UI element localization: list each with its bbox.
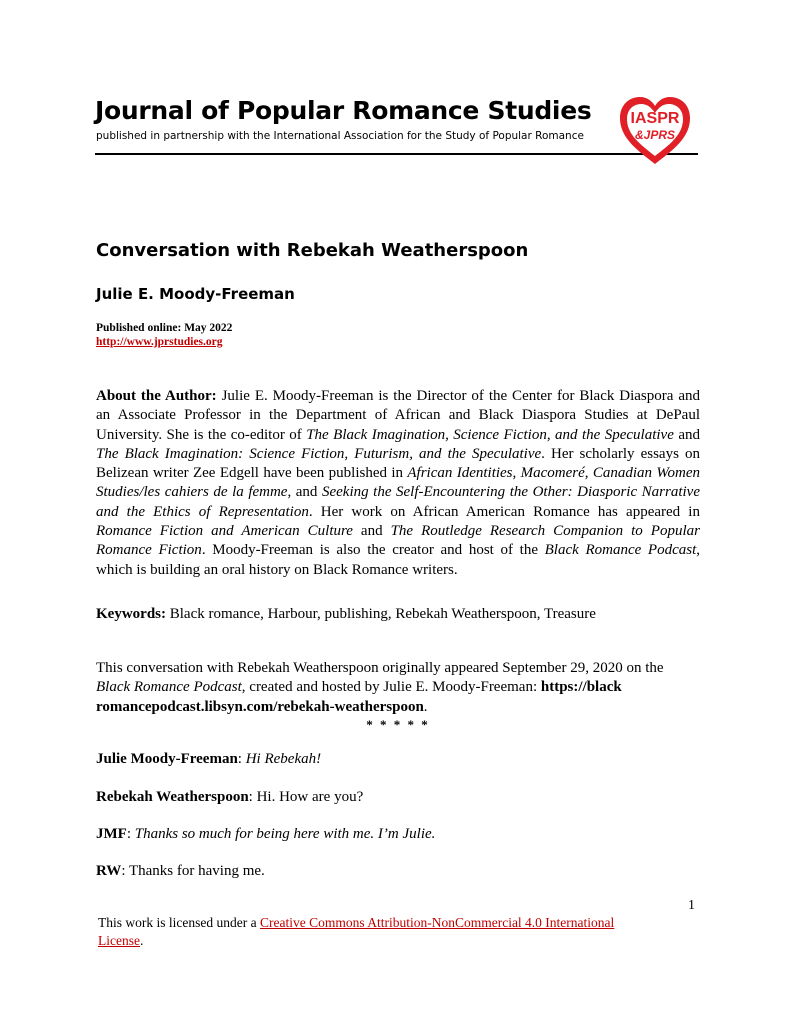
speaker-name: Julie Moody-Freeman xyxy=(96,751,238,767)
dialogue-text: Hi. How are you? xyxy=(256,789,364,805)
about-text: , and xyxy=(287,484,322,501)
about-the-author xyxy=(96,387,700,580)
journal-website-link[interactable]: http://www.jprstudies.org xyxy=(96,336,223,348)
about-text: . Moody-Freeman is also the creator and host of the xyxy=(201,542,545,559)
podcast-url[interactable]: https://black romancepodcast.libsyn.com/rebekah-weatherspoon xyxy=(96,679,622,715)
license-suffix: . xyxy=(139,933,144,948)
dialogue-text: Thanks for having me. xyxy=(128,863,265,879)
podcast-title: Black Romance Podcast xyxy=(544,542,697,559)
book-title: The Black Imagination, Science Fiction, and the Speculative xyxy=(306,426,674,443)
logo-text-iaspr: IASPR xyxy=(630,110,680,127)
dialogue-line: Rebekah Weatherspoon: Hi. How are you? xyxy=(96,789,364,805)
publication-title: Seeking the Self-Encountering the Other: Diasporic Narrative and the Ethics of Representation xyxy=(96,484,700,520)
podcast-title: Black Romance Podcast xyxy=(96,679,242,696)
published-online: Published online: May 2022 xyxy=(96,322,233,334)
speaker-name: JMF xyxy=(96,826,127,842)
keywords-label: Keywords: xyxy=(96,606,166,622)
keywords xyxy=(96,605,700,624)
about-text: Julie E. Moody-Freeman is the Director of the Center for Black Diaspora and an Associate Professor in the Department of African and Black Diaspora Studies at DePaul University. She is the co-editor of xyxy=(96,388,700,443)
logo-text-jprs: &JPRS xyxy=(634,128,675,142)
keywords-text: Black romance, Harbour, publishing, Rebekah Weatherspoon, Treasure xyxy=(166,606,596,622)
publication-title: African Identities, Macomeré, Canadian Women Studies/les cahiers de la femme xyxy=(96,465,700,501)
journal-subtitle: published in partnership with the International Association for the Study of Popular Romance xyxy=(96,130,584,142)
header-divider xyxy=(95,153,698,155)
book-title: The Black Imagination: Science Fiction, Futurism, and the Speculative xyxy=(96,445,542,462)
dialogue-line: RW: Thanks for having me. xyxy=(96,863,265,879)
license-link[interactable]: Creative Commons Attribution-NonCommercial 4.0 International License xyxy=(98,915,615,948)
page-number: 1 xyxy=(688,898,695,913)
about-text: . Her work on African American Romance has appeared in xyxy=(308,503,700,520)
article-title: Conversation with Rebekah Weatherspoon xyxy=(96,240,529,261)
publication-title: Romance Fiction and American Culture xyxy=(96,523,353,540)
section-separator: * * * * * xyxy=(366,717,430,732)
dialogue-line: Julie Moody-Freeman: Hi Rebekah! xyxy=(96,751,322,767)
about-text: . Her scholarly essays on Belizean writer Zee Edgell have been published in xyxy=(96,445,700,482)
conversation-note xyxy=(96,659,700,717)
license-notice xyxy=(98,914,618,950)
journal-title: Journal of Popular Romance Studies xyxy=(95,96,592,125)
speaker-name: Rebekah Weatherspoon xyxy=(96,789,249,805)
note-text: , created and hosted by Julie E. Moody-Freeman: xyxy=(241,679,541,696)
article-author: Julie E. Moody-Freeman xyxy=(96,285,295,303)
iaspr-jprs-logo xyxy=(617,94,693,166)
about-text: and xyxy=(673,426,700,443)
license-prefix: This work is licensed under a xyxy=(98,915,260,930)
about-text: , which is building an oral history on Black Romance writers. xyxy=(96,542,701,578)
dialogue-text: Hi Rebekah! xyxy=(245,751,322,767)
dialogue-text: Thanks so much for being here with me. I’m Julie. xyxy=(134,826,436,842)
note-text: . xyxy=(423,698,428,715)
dialogue-line: JMF: Thanks so much for being here with me. I’m Julie. xyxy=(96,826,436,842)
about-label: About the Author: xyxy=(96,388,217,404)
publication-title: The Routledge Research Companion to Popular Romance Fiction xyxy=(96,523,700,559)
about-text: and xyxy=(352,523,391,540)
speaker-name: RW xyxy=(96,863,122,879)
note-text: This conversation with Rebekah Weatherspoon originally appeared September 29, 2020 on the xyxy=(96,660,664,676)
